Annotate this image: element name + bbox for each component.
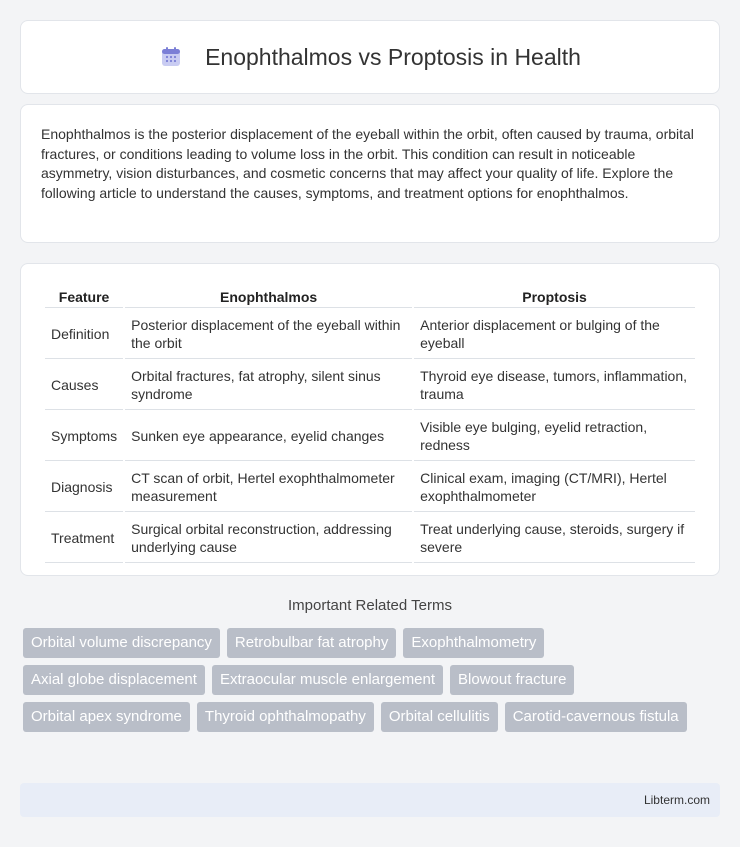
feature-cell: Diagnosis (45, 463, 123, 512)
header-card (20, 20, 720, 94)
enophthalmos-cell: Orbital fractures, fat atrophy, silent sinus syndrome (125, 361, 412, 410)
feature-cell: Causes (45, 361, 123, 410)
table-row (45, 310, 695, 359)
proptosis-cell: Visible eye bulging, eyelid retraction, redness (414, 412, 695, 461)
enophthalmos-cell: Sunken eye appearance, eyelid changes (125, 412, 412, 461)
feature-cell: Symptoms (45, 412, 123, 461)
intro-card (20, 104, 720, 243)
feature-cell: Treatment (45, 514, 123, 563)
related-term-tag[interactable]: Orbital cellulitis (381, 702, 498, 732)
related-term-tag[interactable]: Extraocular muscle enlargement (212, 665, 443, 695)
proptosis-cell: Anterior displacement or bulging of the eyeball (414, 310, 695, 359)
related-term-tag[interactable]: Orbital apex syndrome (23, 702, 190, 732)
related-term-tag[interactable]: Retrobulbar fat atrophy (227, 628, 396, 658)
table-row (45, 412, 695, 461)
related-term-tag[interactable]: Axial globe displacement (23, 665, 205, 695)
related-terms-title: Important Related Terms (288, 597, 452, 614)
header-enophthalmos: Enophthalmos (125, 284, 412, 308)
feature-cell: Definition (45, 310, 123, 359)
comparison-table (43, 282, 697, 565)
footer (20, 783, 720, 817)
header-feature: Feature (45, 284, 123, 308)
related-term-tag[interactable]: Carotid-cavernous fistula (505, 702, 687, 732)
proptosis-cell: Thyroid eye disease, tumors, inflammation, trauma (414, 361, 695, 410)
table-header-row (45, 284, 695, 308)
table-row (45, 463, 695, 512)
calendar-grid-icon (159, 45, 183, 69)
related-term-tag[interactable]: Orbital volume discrepancy (23, 628, 220, 658)
header-proptosis: Proptosis (414, 284, 695, 308)
table-row (45, 514, 695, 563)
enophthalmos-cell: CT scan of orbit, Hertel exophthalmometer measurement (125, 463, 412, 512)
comparison-table-card (20, 263, 720, 576)
footer-brand-link[interactable]: Libterm.com (643, 793, 710, 807)
page-title: Enophthalmos vs Proptosis in Health (205, 43, 581, 70)
enophthalmos-cell: Surgical orbital reconstruction, addressing underlying cause (125, 514, 412, 563)
related-term-tag[interactable]: Thyroid ophthalmopathy (197, 702, 374, 732)
proptosis-cell: Treat underlying cause, steroids, surgery if severe (414, 514, 695, 563)
related-terms-list (23, 628, 723, 732)
title-wrap (159, 44, 581, 71)
table-row (45, 361, 695, 410)
proptosis-cell: Clinical exam, imaging (CT/MRI), Hertel exophthalmometer (414, 463, 695, 512)
enophthalmos-cell: Posterior displacement of the eyeball within the orbit (125, 310, 412, 359)
intro-text: Enophthalmos is the posterior displacement of the eyeball within the orbit, often caused by trauma, orbital fractures, or conditions leading to volume loss in the orbit. This condition can result in noticeable asymmetry, vision disturbances, and cosmetic concerns that may affect your quality of life. Explore the following article to understand the causes, symptoms, and treatment options for enophthalmos. (41, 126, 694, 201)
related-term-tag[interactable]: Blowout fracture (450, 665, 574, 695)
related-term-tag[interactable]: Exophthalmometry (403, 628, 544, 658)
